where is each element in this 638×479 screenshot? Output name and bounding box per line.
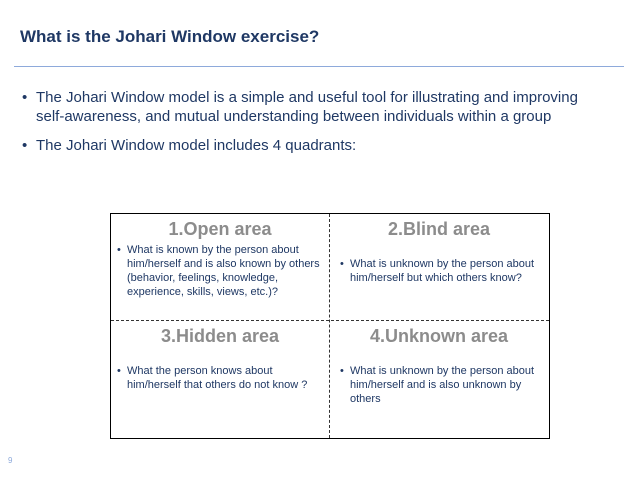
quadrant-description: • What is unknown by the person about him/herself and is also unknown by others — [340, 364, 548, 406]
quadrant-title: 3.Hidden area — [160, 326, 280, 346]
quadrant-open-area — [111, 214, 329, 298]
quadrant-description: • What is unknown by the person about him/herself but which others know? — [340, 257, 548, 285]
bullet-item: • The Johari Window model includes 4 quadrants: — [22, 136, 607, 155]
quadrant-description: • What is known by the person about him/herself and is also known by others (behavior, feelings, knowledge, experience, skills, views, etc.)? — [117, 243, 325, 299]
johari-window-grid — [110, 213, 550, 439]
quadrant-unknown-area — [330, 321, 548, 405]
quadrant-description: • What the person knows about him/herself that others do not know ? — [117, 364, 325, 392]
bullet-list — [22, 88, 607, 165]
page-number: 9 — [8, 456, 13, 465]
bullet-item: • The Johari Window model is a simple and useful tool for illustrating and improving self-awareness, and mutual understanding between individuals within a group — [22, 88, 607, 126]
title-divider — [14, 66, 624, 67]
quadrant-blind-area — [330, 214, 548, 284]
slide-title: What is the Johari Window exercise? — [20, 27, 320, 46]
quadrant-title: 1.Open area — [168, 219, 272, 239]
quadrant-title: 4.Unknown area — [369, 326, 509, 346]
quadrant-hidden-area — [111, 321, 329, 391]
quadrant-title: 2.Blind area — [387, 219, 491, 239]
